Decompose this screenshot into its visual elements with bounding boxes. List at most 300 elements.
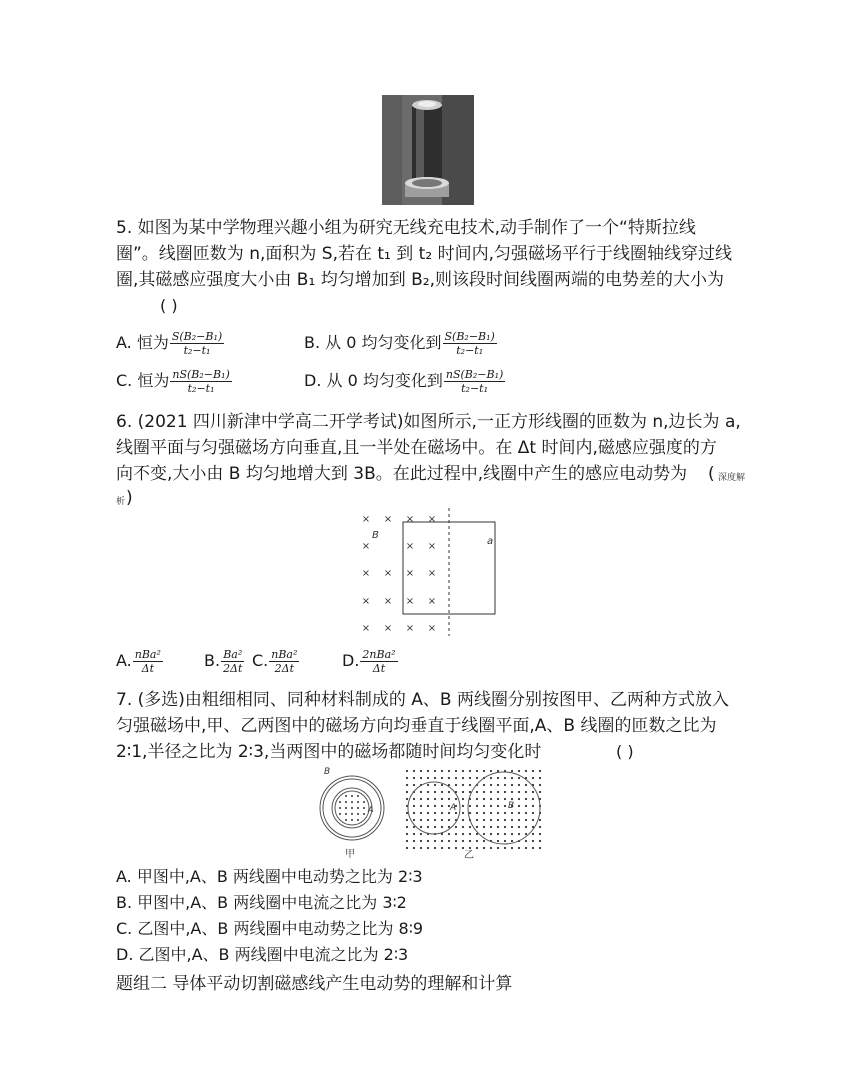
field-dot <box>469 840 471 842</box>
q6-figure <box>356 508 506 642</box>
svg-text:×: × <box>361 596 371 607</box>
field-dot <box>483 847 485 849</box>
q7-figure-yi <box>404 768 544 864</box>
field-dot <box>357 801 359 803</box>
svg-text:×: × <box>427 541 437 552</box>
field-dot <box>483 826 485 828</box>
field-dot <box>345 801 347 803</box>
field-dot <box>448 833 450 835</box>
field-dot <box>511 791 513 793</box>
field-dot <box>448 819 450 821</box>
svg-text:×: × <box>383 514 393 525</box>
field-dot <box>539 840 541 842</box>
field-dot <box>455 840 457 842</box>
q5-option-a[interactable]: A. 恒为 $\frac{\text{S(B₂−B₁)}}{\text{t₂−t₁}}$ <box>116 330 223 357</box>
field-dot <box>504 840 506 842</box>
field-dot <box>406 798 408 800</box>
field-dot <box>448 826 450 828</box>
field-dot <box>532 805 534 807</box>
field-dot <box>462 826 464 828</box>
field-dot <box>351 807 353 809</box>
field-dot <box>462 770 464 772</box>
q6-figure-label-a: a <box>487 536 494 547</box>
field-dot <box>490 798 492 800</box>
q7-option-a[interactable]: A. 甲图中,A、B 两线圈中电动势之比为 2∶3 <box>116 867 423 886</box>
q7-jia-caption: 甲 <box>345 849 355 860</box>
field-dot <box>413 770 415 772</box>
q7-figure-jia <box>318 764 390 864</box>
field-dot <box>441 791 443 793</box>
field-dot <box>525 826 527 828</box>
field-dot <box>406 784 408 786</box>
field-dot <box>532 819 534 821</box>
field-dot <box>351 795 353 797</box>
field-dot <box>476 770 478 772</box>
field-dot <box>455 833 457 835</box>
field-dot <box>427 777 429 779</box>
field-dot <box>490 819 492 821</box>
svg-text:×: × <box>427 596 437 607</box>
field-dot <box>511 798 513 800</box>
field-dot <box>406 770 408 772</box>
field-dot <box>462 812 464 814</box>
field-dot <box>483 791 485 793</box>
q5-line-3: 圈,其磁感应强度大小由 B₁ 均匀增加到 B₂,则该段时间线圈两端的电势差的大小为 <box>116 270 724 290</box>
field-dot <box>518 777 520 779</box>
field-dot <box>511 840 513 842</box>
field-dot <box>518 784 520 786</box>
field-dot <box>462 833 464 835</box>
field-dot <box>427 840 429 842</box>
field-dot <box>469 777 471 779</box>
field-dot <box>525 847 527 849</box>
svg-text:×: × <box>383 568 393 579</box>
q6-note-close: ) <box>126 488 133 508</box>
field-dot <box>434 805 436 807</box>
field-dot <box>539 847 541 849</box>
field-dot <box>511 812 513 814</box>
field-dot <box>413 812 415 814</box>
field-dot <box>406 833 408 835</box>
field-dot <box>525 791 527 793</box>
field-dot <box>420 777 422 779</box>
field-dot <box>462 791 464 793</box>
field-dot <box>406 812 408 814</box>
field-dot <box>462 805 464 807</box>
field-dot <box>476 791 478 793</box>
field-dot <box>413 784 415 786</box>
q7-option-d[interactable]: D. 乙图中,A、B 两线圈中电流之比为 2∶3 <box>116 945 409 964</box>
svg-text:×: × <box>405 623 415 634</box>
field-dot <box>504 791 506 793</box>
field-dot <box>518 770 520 772</box>
field-dot <box>511 833 513 835</box>
field-dot <box>427 819 429 821</box>
field-dot <box>476 798 478 800</box>
field-dot <box>497 840 499 842</box>
field-dot <box>497 777 499 779</box>
field-dot <box>525 833 527 835</box>
field-dot <box>469 812 471 814</box>
field-dot <box>413 805 415 807</box>
field-dot <box>469 833 471 835</box>
field-dot <box>427 791 429 793</box>
field-dot <box>476 777 478 779</box>
section-heading: 题组二 导体平动切割磁感线产生电动势的理解和计算 <box>116 974 513 994</box>
field-dot <box>469 805 471 807</box>
field-dot <box>420 847 422 849</box>
field-dot <box>532 770 534 772</box>
q6-option-c[interactable]: C. $\frac{\text{nBa²}}{2\Delta t}$ <box>252 648 298 675</box>
field-dot <box>420 770 422 772</box>
field-dot <box>469 826 471 828</box>
q7-yi-caption: 乙 <box>464 850 474 860</box>
field-dot <box>406 777 408 779</box>
field-dot <box>441 812 443 814</box>
q5-option-d[interactable]: D. 从 0 均匀变化到 $\frac{\text{nS(B₂−B₁)}}{\text{t₂−t₁}}$ <box>304 368 504 395</box>
svg-text:×: × <box>383 596 393 607</box>
field-dot <box>363 801 365 803</box>
field-dot <box>351 801 353 803</box>
field-dot <box>490 805 492 807</box>
field-dot <box>434 812 436 814</box>
field-dot <box>357 819 359 821</box>
field-dot <box>504 833 506 835</box>
field-dot <box>441 847 443 849</box>
field-dot <box>434 777 436 779</box>
field-dot <box>476 819 478 821</box>
field-dot <box>532 840 534 842</box>
field-dot <box>497 770 499 772</box>
field-dot <box>462 798 464 800</box>
field-dot <box>448 840 450 842</box>
field-dot <box>504 847 506 849</box>
q7-yi-label-b: B <box>508 801 515 811</box>
q5-option-c[interactable]: C. 恒为 $\frac{\text{nS(B₂−B₁)}}{\text{t₂−t₁}}$ <box>116 368 230 395</box>
field-dot <box>511 784 513 786</box>
field-dot <box>532 847 534 849</box>
field-dot <box>525 784 527 786</box>
field-dot <box>427 784 429 786</box>
field-dot <box>525 798 527 800</box>
q6-option-b[interactable]: B. $\frac{\text{Ba²}}{2\Delta t}$ <box>204 648 243 675</box>
field-dot <box>539 777 541 779</box>
field-dot <box>339 807 341 809</box>
field-dot <box>406 791 408 793</box>
q7-option-c[interactable]: C. 乙图中,A、B 两线圈中电动势之比为 8∶9 <box>116 919 424 938</box>
field-dot <box>539 833 541 835</box>
field-dot <box>469 770 471 772</box>
field-dot <box>532 812 534 814</box>
field-dot <box>462 784 464 786</box>
field-dot <box>420 791 422 793</box>
field-dot <box>345 807 347 809</box>
field-dot <box>406 819 408 821</box>
q6-option-d-fraction: $\frac{\text{2nBa²}}{\Delta t}$ <box>362 648 396 675</box>
svg-text:×: × <box>427 568 437 579</box>
field-dot <box>420 805 422 807</box>
field-dot <box>518 819 520 821</box>
field-dot <box>413 840 415 842</box>
q7-yi-coil-b <box>468 772 540 844</box>
field-dot <box>455 847 457 849</box>
field-dot <box>511 777 513 779</box>
field-dot <box>406 840 408 842</box>
q5-option-b[interactable]: B. 从 0 均匀变化到 $\frac{\text{S(B₂−B₁)}}{\text{t₂−t₁}}$ <box>304 330 495 357</box>
field-dot <box>483 784 485 786</box>
field-dot <box>497 812 499 814</box>
q6-note-open: ( <box>708 464 715 484</box>
q7-line-3: 2∶1,半径之比为 2∶3,当两图中的磁场都随时间均匀变化时 <box>116 742 542 762</box>
field-dot <box>448 777 450 779</box>
q7-jia-label-b: B <box>324 767 331 777</box>
field-dot <box>345 795 347 797</box>
tesla-coil-photo <box>382 95 474 205</box>
svg-text:×: × <box>361 541 371 552</box>
field-dot <box>532 777 534 779</box>
field-dot <box>448 798 450 800</box>
field-dot <box>462 847 464 849</box>
field-dot <box>497 847 499 849</box>
field-dot <box>525 840 527 842</box>
field-dot <box>497 826 499 828</box>
q6-option-a[interactable]: A. $\frac{\text{nBa²}}{\Delta t}$ <box>116 648 161 675</box>
field-dot <box>351 819 353 821</box>
field-dot <box>539 784 541 786</box>
field-dot <box>441 826 443 828</box>
field-dot <box>483 770 485 772</box>
field-dot <box>518 798 520 800</box>
field-dot <box>427 805 429 807</box>
field-dot <box>441 805 443 807</box>
field-dot <box>434 819 436 821</box>
q7-line-2: 匀强磁场中,甲、乙两图中的磁场方向均垂直于线圈平面,A、B 线圈的匝数之比为 <box>116 716 717 736</box>
field-dot <box>469 847 471 849</box>
field-dot <box>525 805 527 807</box>
field-dot <box>476 812 478 814</box>
field-dot <box>518 833 520 835</box>
field-dot <box>420 833 422 835</box>
field-dot <box>339 813 341 815</box>
field-dot <box>497 819 499 821</box>
field-dot <box>504 784 506 786</box>
field-dot <box>363 813 365 815</box>
field-dot <box>483 833 485 835</box>
field-dot <box>448 847 450 849</box>
field-dot <box>490 826 492 828</box>
field-dot <box>448 770 450 772</box>
field-dot <box>511 826 513 828</box>
q6-option-c-fraction: $\frac{\text{nBa²}}{2\Delta t}$ <box>271 648 298 675</box>
field-dot <box>532 791 534 793</box>
q6-line-1: 6. (2021 四川新津中学高二开学考试)如图所示,一正方形线圈的匝数为 n,边长为 a, <box>116 412 741 432</box>
field-dot <box>518 847 520 849</box>
field-dot <box>406 847 408 849</box>
field-dot <box>490 777 492 779</box>
field-dot <box>511 819 513 821</box>
field-dot <box>539 826 541 828</box>
field-dot <box>420 826 422 828</box>
field-dot <box>427 826 429 828</box>
field-dot <box>483 819 485 821</box>
field-dot <box>345 813 347 815</box>
field-dot <box>483 798 485 800</box>
field-dot <box>497 784 499 786</box>
field-dot <box>351 813 353 815</box>
q7-line-1: 7. (多选)由粗细相同、同种材料制成的 A、B 两线圈分别按图甲、乙两种方式放入 <box>116 690 729 710</box>
field-dot <box>420 840 422 842</box>
field-dot <box>504 777 506 779</box>
field-dot <box>455 770 457 772</box>
field-dot <box>441 840 443 842</box>
field-dot <box>476 826 478 828</box>
q5-option-a-fraction: $\frac{\text{S(B₂−B₁)}}{\text{t₂−t₁}}$ <box>171 330 223 357</box>
field-dot <box>497 833 499 835</box>
field-dot <box>441 777 443 779</box>
svg-text:×: × <box>405 541 415 552</box>
field-dot <box>504 798 506 800</box>
field-dot <box>434 798 436 800</box>
q5-line-2: 圈”。线圈匝数为 n,面积为 S,若在 t₁ 到 t₂ 时间内,匀强磁场平行于线圈轴线穿过线 <box>116 244 732 264</box>
q6-option-b-fraction: $\frac{\text{Ba²}}{2\Delta t}$ <box>223 648 243 675</box>
svg-text:×: × <box>405 596 415 607</box>
svg-text:×: × <box>361 568 371 579</box>
field-dot <box>427 770 429 772</box>
field-dot <box>504 819 506 821</box>
field-dot <box>357 795 359 797</box>
field-dot <box>476 840 478 842</box>
svg-text:×: × <box>361 623 371 634</box>
field-dot <box>448 791 450 793</box>
field-dot <box>413 833 415 835</box>
field-dot <box>483 840 485 842</box>
field-dot <box>525 770 527 772</box>
field-dot <box>427 847 429 849</box>
q7-jia-label-a: A <box>368 805 374 814</box>
field-dot <box>413 777 415 779</box>
field-dot <box>469 791 471 793</box>
svg-text:×: × <box>405 514 415 525</box>
q6-note-2: 析 <box>116 497 126 507</box>
field-dot <box>413 798 415 800</box>
field-dot <box>441 819 443 821</box>
field-dot <box>511 770 513 772</box>
field-dot <box>420 812 422 814</box>
field-dot <box>497 791 499 793</box>
field-dot <box>420 798 422 800</box>
field-dot <box>357 807 359 809</box>
field-dot <box>497 805 499 807</box>
field-dot <box>357 813 359 815</box>
field-dot <box>455 798 457 800</box>
field-dot <box>497 798 499 800</box>
field-dot <box>455 826 457 828</box>
field-dot <box>490 847 492 849</box>
svg-text:×: × <box>427 514 437 525</box>
field-dot <box>434 770 436 772</box>
field-dot <box>434 826 436 828</box>
field-dot <box>441 798 443 800</box>
field-dot <box>490 770 492 772</box>
q5-option-d-fraction: $\frac{\text{nS(B₂−B₁)}}{\text{t₂−t₁}}$ <box>445 368 504 395</box>
q6-option-a-fraction: $\frac{\text{nBa²}}{\Delta t}$ <box>134 648 161 675</box>
q7-option-b[interactable]: B. 甲图中,A、B 两线圈中电流之比为 3∶2 <box>116 893 407 912</box>
q6-line-2: 线圈平面与匀强磁场方向垂直,且一半处在磁场中。在 Δt 时间内,磁感应强度的方 <box>116 438 717 458</box>
field-dot <box>434 840 436 842</box>
q5-option-c-fraction: $\frac{\text{nS(B₂−B₁)}}{\text{t₂−t₁}}$ <box>172 368 230 395</box>
svg-text:×: × <box>405 568 415 579</box>
q5-option-b-fraction: $\frac{\text{S(B₂−B₁)}}{\text{t₂−t₁}}$ <box>444 330 495 357</box>
field-dot <box>462 819 464 821</box>
field-dot <box>511 847 513 849</box>
field-dot <box>455 777 457 779</box>
field-dot <box>539 819 541 821</box>
field-dot <box>476 805 478 807</box>
field-dot <box>504 812 506 814</box>
field-dot <box>490 812 492 814</box>
q6-option-d[interactable]: D. $\frac{\text{2nBa²}}{\Delta t}$ <box>342 648 396 675</box>
field-dot <box>518 805 520 807</box>
q6-line-3: 向不变,大小由 B 均匀地增大到 3B。在此过程中,线圈中产生的感应电动势为 <box>116 464 688 484</box>
field-dot <box>363 807 365 809</box>
field-dot <box>345 819 347 821</box>
field-dot <box>339 801 341 803</box>
field-dot <box>483 812 485 814</box>
field-dot <box>539 791 541 793</box>
field-dot <box>427 812 429 814</box>
field-dot <box>434 847 436 849</box>
q7-answer-blank: ( ) <box>616 742 634 761</box>
svg-text:×: × <box>427 623 437 634</box>
field-dot <box>469 784 471 786</box>
field-dot <box>441 770 443 772</box>
field-dot <box>504 805 506 807</box>
q6-figure-label-b: B <box>372 530 379 541</box>
svg-text:×: × <box>361 514 371 525</box>
field-dot <box>518 791 520 793</box>
field-dot <box>490 784 492 786</box>
field-dot <box>420 819 422 821</box>
q5-line-1: 5. 如图为某中学物理兴趣小组为研究无线充电技术,动手制作了一个“特斯拉线 <box>116 218 696 238</box>
field-dot <box>413 847 415 849</box>
field-dot <box>490 791 492 793</box>
field-dot <box>483 805 485 807</box>
field-dot <box>441 784 443 786</box>
field-dot <box>462 840 464 842</box>
field-dot <box>532 833 534 835</box>
field-dot <box>539 770 541 772</box>
q5-answer-blank: ( ) <box>160 296 178 315</box>
field-dot <box>525 819 527 821</box>
field-dot <box>406 826 408 828</box>
field-dot <box>427 798 429 800</box>
field-dot <box>455 784 457 786</box>
field-dot <box>434 784 436 786</box>
field-dot <box>413 819 415 821</box>
field-dot <box>518 826 520 828</box>
field-dot <box>434 791 436 793</box>
q7-yi-label-a: A <box>450 803 457 813</box>
field-dot <box>504 826 506 828</box>
field-dot <box>490 833 492 835</box>
field-dot <box>462 777 464 779</box>
field-dot <box>476 847 478 849</box>
svg-text:×: × <box>383 623 393 634</box>
field-dot <box>532 798 534 800</box>
field-dot <box>518 812 520 814</box>
field-dot <box>525 812 527 814</box>
q6-note: 深度解 <box>718 473 746 483</box>
